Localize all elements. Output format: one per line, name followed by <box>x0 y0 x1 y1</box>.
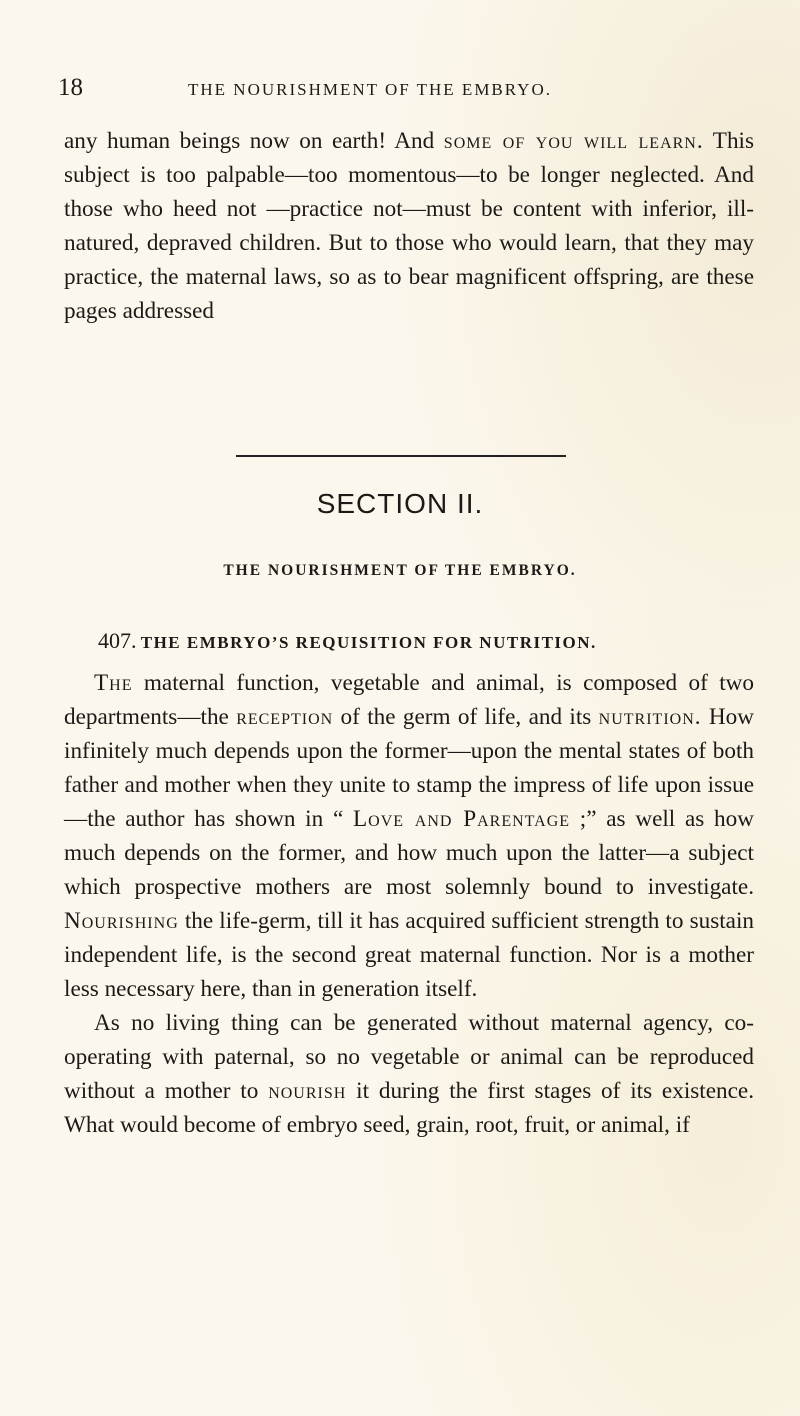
top-paragraph-text <box>64 124 754 328</box>
page-number: 18 <box>58 74 83 101</box>
section-title: SECTION II. <box>316 488 484 519</box>
paragraph-heading <box>98 628 597 654</box>
top-paragraph <box>64 124 754 328</box>
text-run: As no living thing can be generated without maternal agency, co-operating with paternal, so no vegetable or animal can be reproduced without a mother to <box>64 1010 754 1104</box>
text-run: ;” as well as how much depends on the former, and how much upon the latter—a subject which prospective mothers are most solemnly bound to investigate. <box>64 806 754 900</box>
smallcaps-run: Love and Parentage <box>353 806 571 832</box>
body-text <box>64 666 754 1142</box>
section-divider <box>236 455 566 457</box>
smallcaps-run: nutrition. <box>598 704 702 730</box>
smallcaps-run: some of you will learn. <box>443 128 704 154</box>
text-run: This subject is too palpable—too momentous—to be longer neglected. And those who heed not —practice not—must be content with inferior, ill-natured, depraved children. But to those who would learn, that they may practice, the maternal laws, so as to bear magnificent offspring, are these pages addressed <box>64 128 755 324</box>
running-head <box>58 72 748 106</box>
smallcaps-run: reception <box>236 704 334 730</box>
text-run: any human beings now on earth! And <box>64 128 444 154</box>
text-run: maternal function, vegetable and animal, is composed of two departments—the <box>64 670 754 730</box>
section-subtitle: THE NOURISHMENT OF THE EMBRYO. <box>223 562 577 579</box>
text-run: How infinitely much depends upon the former—upon the mental states of both father and mother when they unite to stamp the impress of life upon issue—the author has shown in “ <box>64 704 754 832</box>
paragraph-1 <box>64 666 754 1006</box>
smallcaps-run: The <box>94 670 133 696</box>
paragraph-2 <box>64 1006 754 1142</box>
paragraph-title: THE EMBRYO’S REQUISITION FOR NUTRITION. <box>140 633 597 652</box>
text-run: of the germ of life, and its <box>333 704 599 730</box>
running-title: THE NOURISHMENT OF THE EMBRYO. <box>188 80 552 99</box>
text-run: the life-germ, till it has acquired sufficient strength to sustain independent life, is the second great maternal function. Nor is a mother less necessary here, than in generation itself. <box>64 908 754 1002</box>
text-run: it during the first stages of its existence. What would become of embryo seed, grain, root, fruit, or animal, if <box>64 1078 754 1138</box>
smallcaps-run: Nourishing <box>64 908 179 934</box>
paragraph-number: 407. <box>98 628 137 653</box>
smallcaps-run: nourish <box>268 1078 347 1104</box>
